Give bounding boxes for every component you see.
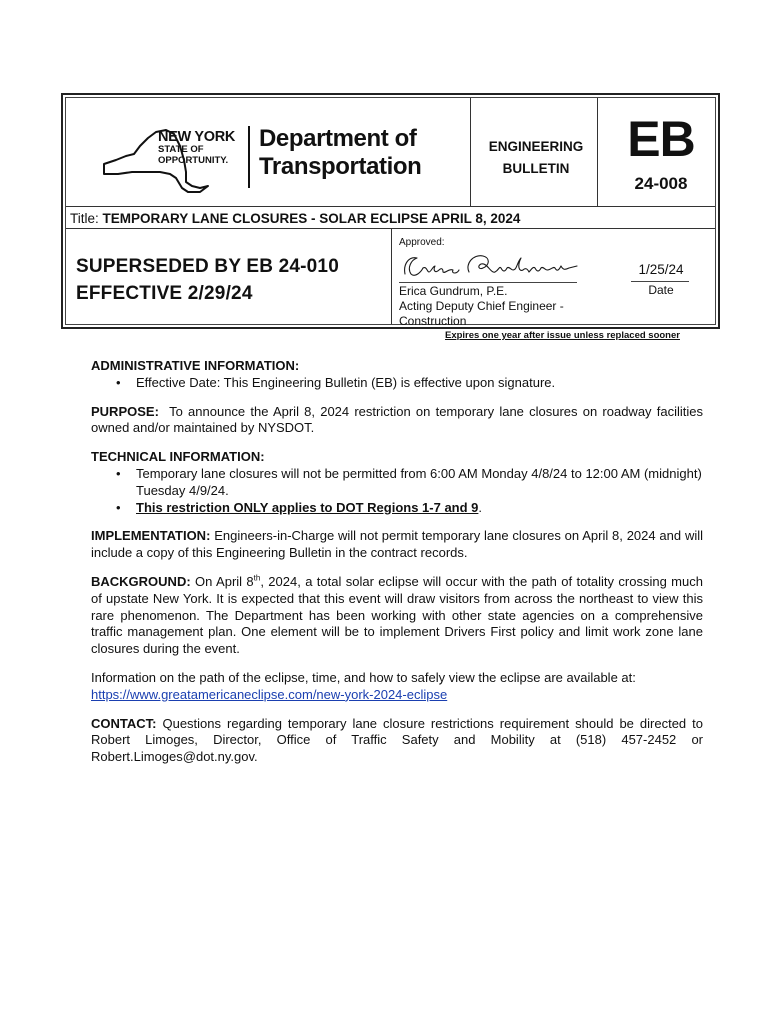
purpose-label: PURPOSE: [91, 403, 159, 419]
purpose-text: To announce the April 8, 2024 restriction on temporary lane closures on roadway facilities owned and/or maintained by NYSDOT. [91, 403, 703, 436]
technical-bullet-period: . [478, 499, 483, 515]
info-section [91, 670, 703, 704]
state-name: NEW YORK [158, 129, 236, 145]
implementation-section [91, 528, 703, 562]
implementation-label: IMPLEMENTATION: [91, 528, 211, 544]
background-pre: On April 8 [195, 573, 254, 589]
eb-label: EB [627, 111, 695, 167]
technical-list [91, 466, 703, 516]
signer-name: Erica Gundrum, P.E. [399, 284, 508, 298]
bulletin-header-box [61, 93, 720, 329]
contact-text: Questions regarding temporary lane closure restrictions requirement should be directed to Robert Limoges, Director, Office of Traffic Safety and Mobility at (518) 457-2452 or Robert.Limoges@dot.ny.gov. [91, 715, 703, 765]
approval-date: 1/25/24 [638, 262, 684, 277]
signature [399, 248, 589, 282]
purpose-section [91, 404, 703, 438]
background-section [91, 574, 703, 658]
eclipse-info-link[interactable]: https://www.greatamericaneclipse.com/new-york-2024-eclipse [91, 686, 448, 702]
superseded-notice [76, 253, 339, 307]
divider [391, 228, 392, 324]
department-line-1: Department of [259, 125, 417, 152]
header-inner-border [65, 97, 716, 328]
implementation-text: Engineers-in-Charge will not permit temporary lane closures on April 8, 2024 and will include a copy of this Engineering Bulletin in the contract records. [91, 528, 703, 561]
department-line-2: Transportation [259, 153, 422, 180]
department-name [259, 125, 421, 181]
contact-label: CONTACT: [91, 715, 157, 731]
bulletin-title [70, 211, 520, 226]
bulletin-type-line-2: BULLETIN [502, 161, 570, 176]
technical-heading: TECHNICAL INFORMATION: [91, 449, 265, 465]
eb-number: 24-008 [634, 174, 688, 193]
bulletin-body [91, 358, 703, 778]
title-label: Title: [70, 211, 99, 226]
logo-divider [248, 126, 250, 188]
background-sup: th [253, 573, 261, 583]
technical-bullet [136, 500, 703, 517]
background-label: BACKGROUND: [91, 573, 191, 589]
signer-role-line-1: Acting Deputy Chief Engineer - [399, 299, 564, 313]
superseded-line-2: EFFECTIVE 2/29/24 [76, 283, 253, 304]
signer-info [399, 284, 564, 329]
divider [66, 206, 715, 207]
signer-role-line-2: Construction [399, 314, 467, 328]
superseded-line-1: SUPERSEDED BY EB 24-010 [76, 256, 339, 277]
admin-list [91, 375, 703, 392]
state-tagline [158, 144, 248, 166]
contact-section [91, 716, 703, 766]
signature-line [399, 282, 577, 283]
approved-label: Approved: [399, 237, 445, 248]
bulletin-type [471, 136, 601, 180]
info-text: Information on the path of the eclipse, time, and how to safely view the eclipse are available at: [91, 669, 636, 685]
expiration-note: Expires one year after issue unless replaced sooner [445, 330, 680, 341]
date-label: Date [648, 283, 674, 297]
background-text: , 2024, a total solar eclipse will occur with the path of totality crossing much of upstate New York. It is expected that this event will draw visitors from across the northeast to view this rare phenomenon. The Department has been working with other state agencies on a comprehensive traffic management plan. One element will be to implement Drivers First policy and limit work zone lane closures during the event. [91, 573, 703, 657]
title-text: TEMPORARY LANE CLOSURES - SOLAR ECLIPSE APRIL 8, 2024 [102, 211, 521, 226]
date-line [631, 281, 689, 282]
technical-bullet-emphasis: This restriction ONLY applies to DOT Regions 1-7 and 9 [136, 499, 479, 515]
technical-bullet: • Temporary lane closures will not be permitted from 6:00 AM Monday 4/8/24 to 12:00 AM (midnight) Tuesday 4/9/24. [136, 466, 703, 500]
admin-bullet: • Effective Date: This Engineering Bulletin (EB) is effective upon signature. [136, 375, 703, 392]
nysdot-logo [96, 120, 476, 200]
state-tagline-line-2: OPPORTUNITY. [158, 155, 229, 166]
state-tagline-line-1: STATE OF [158, 144, 204, 155]
admin-heading: ADMINISTRATIVE INFORMATION: [91, 358, 300, 373]
bulletin-type-line-1: ENGINEERING [488, 139, 584, 154]
